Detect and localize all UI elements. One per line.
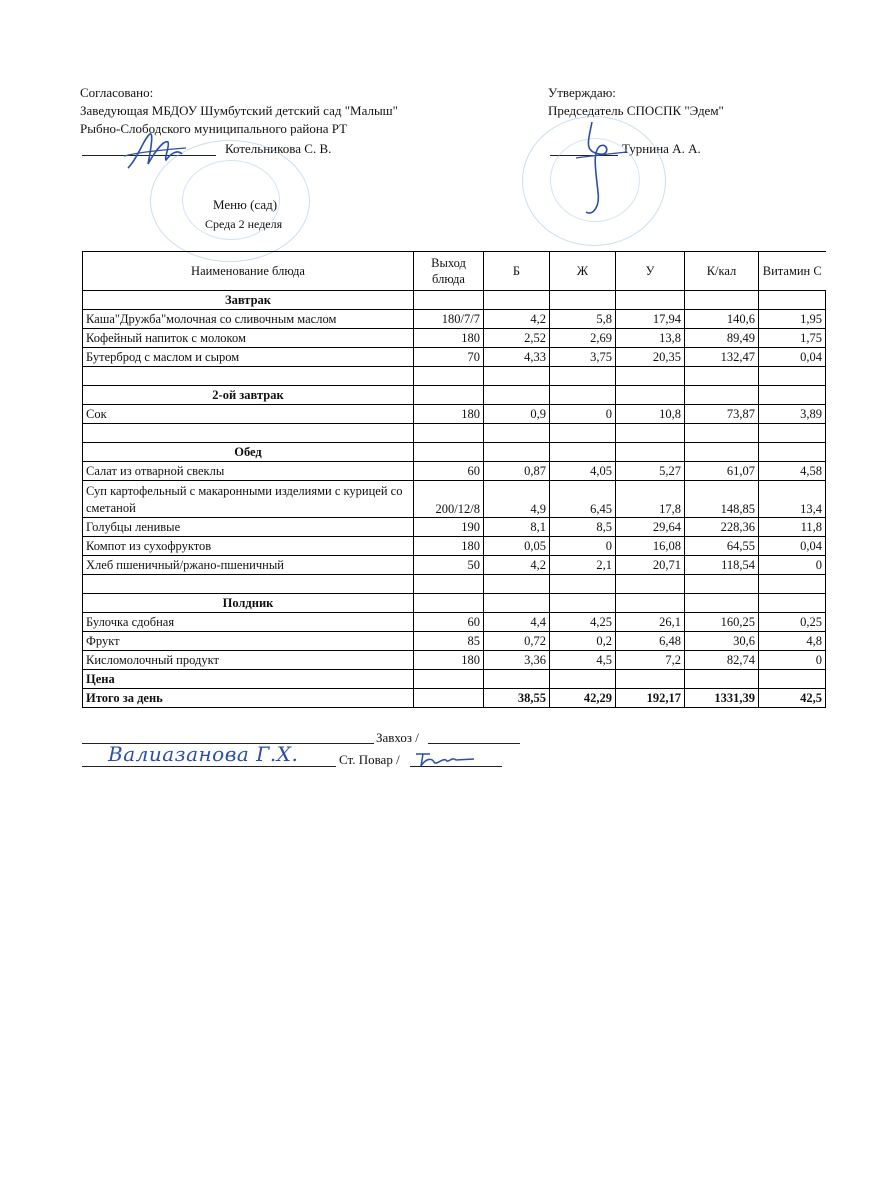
dish-b: 0,87 [484,462,550,481]
table-row [83,613,826,632]
dish-vitc: 0 [759,651,826,670]
dish-output: 70 [414,348,484,367]
dish-b: 2,52 [484,329,550,348]
table-row [83,348,826,367]
dish-vitc: 11,8 [759,518,826,537]
dish-kcal: 132,47 [685,348,759,367]
dish-zh: 0 [550,537,616,556]
dish-name: Суп картофельный с макаронными изделиями с курицей со сметаной [83,481,414,518]
dish-output: 180 [414,405,484,424]
blank-row [83,575,826,594]
dish-u: 6,48 [616,632,685,651]
dish-zh: 3,75 [550,348,616,367]
dish-name: Каша"Дружба"молочная со сливочным маслом [83,310,414,329]
signature-povar-icon [412,748,482,770]
dish-b: 0,9 [484,405,550,424]
table-row [83,310,826,329]
approval-left-line1: Заведующая МБДОУ Шумбутский детский сад "Малыш" [80,103,398,118]
dish-kcal: 228,36 [685,518,759,537]
dish-zh: 5,8 [550,310,616,329]
approval-right-title: Утверждаю: [548,85,616,100]
dish-zh: 4,5 [550,651,616,670]
dish-zh: 0 [550,405,616,424]
dish-name: Кисломолочный продукт [83,651,414,670]
dish-u: 26,1 [616,613,685,632]
dish-b: 4,33 [484,348,550,367]
dish-b: 4,4 [484,613,550,632]
signer-left: Котельникова С. В. [225,141,332,156]
dish-zh: 6,45 [550,481,616,518]
dish-vitc: 4,58 [759,462,826,481]
dish-vitc: 0,04 [759,537,826,556]
footer-zavhoz: Завхоз / [376,730,419,745]
dish-name: Компот из сухофруктов [83,537,414,556]
col-header-zh: Ж [550,252,616,291]
section-row [83,594,826,613]
dish-u: 20,35 [616,348,685,367]
dish-zh: 0,2 [550,632,616,651]
footer-povar: Ст. Повар / [339,752,400,767]
price-row [83,670,826,689]
total-zh: 42,29 [550,689,616,708]
dish-output: 200/12/8 [414,481,484,518]
section-breakfast2: 2-ой завтрак [83,386,414,405]
dish-u: 16,08 [616,537,685,556]
dish-name: Голубцы ленивые [83,518,414,537]
col-header-b: Б [484,252,550,291]
dish-u: 5,27 [616,462,685,481]
dish-u: 17,94 [616,310,685,329]
total-kcal: 1331,39 [685,689,759,708]
dish-u: 29,64 [616,518,685,537]
dish-kcal: 61,07 [685,462,759,481]
dish-kcal: 64,55 [685,537,759,556]
dish-output: 180 [414,329,484,348]
dish-b: 0,05 [484,537,550,556]
dish-output: 180 [414,537,484,556]
section-breakfast: Завтрак [83,291,414,310]
dish-b: 0,72 [484,632,550,651]
dish-name: Фрукт [83,632,414,651]
dish-kcal: 160,25 [685,613,759,632]
dish-b: 3,36 [484,651,550,670]
dish-name: Хлеб пшеничный/ржано-пшеничный [83,556,414,575]
dish-output: 60 [414,462,484,481]
section-row [83,291,826,310]
dish-name: Кофейный напиток с молоком [83,329,414,348]
dish-zh: 2,1 [550,556,616,575]
dish-kcal: 140,6 [685,310,759,329]
total-label: Итого за день [83,689,414,708]
table-row [83,518,826,537]
dish-name: Салат из отварной свеклы [83,462,414,481]
dish-b: 4,9 [484,481,550,518]
dish-kcal: 30,6 [685,632,759,651]
col-header-kcal: К/кал [685,252,759,291]
dish-name: Сок [83,405,414,424]
approval-right-line1: Председатель СПОСПК "Эдем" [548,103,724,118]
dish-b: 4,2 [484,310,550,329]
section-lunch: Обед [83,443,414,462]
dish-output: 180/7/7 [414,310,484,329]
table-header-row [83,252,826,291]
dish-output: 190 [414,518,484,537]
total-u: 192,17 [616,689,685,708]
approval-left-title: Согласовано: [80,85,154,100]
dish-vitc: 4,8 [759,632,826,651]
dish-vitc: 1,75 [759,329,826,348]
footer-line-povar-left [82,766,336,767]
dish-kcal: 73,87 [685,405,759,424]
dish-u: 10,8 [616,405,685,424]
table-row [83,481,826,518]
dish-vitc: 1,95 [759,310,826,329]
total-row [83,689,826,708]
dish-vitc: 0,25 [759,613,826,632]
blank-row [83,367,826,386]
dish-u: 13,8 [616,329,685,348]
dish-zh: 4,05 [550,462,616,481]
menu-subtitle: Среда 2 неделя [205,217,283,231]
col-header-u: У [616,252,685,291]
col-header-name: Наименование блюда [83,252,414,291]
table-row [83,329,826,348]
dish-kcal: 89,49 [685,329,759,348]
total-b: 38,55 [484,689,550,708]
menu-table [82,251,826,708]
dish-zh: 4,25 [550,613,616,632]
signature-left-icon [120,128,190,178]
section-snack: Полдник [83,594,414,613]
signature-right-icon [570,112,630,222]
table-row [83,537,826,556]
dish-kcal: 148,85 [685,481,759,518]
dish-name: Булочка сдобная [83,613,414,632]
dish-vitc: 0,04 [759,348,826,367]
footer-line-zavhoz-right [428,743,520,744]
dish-kcal: 118,54 [685,556,759,575]
table-row [83,462,826,481]
section-row [83,386,826,405]
dish-u: 7,2 [616,651,685,670]
price-label: Цена [83,670,414,689]
dish-u: 17,8 [616,481,685,518]
section-row [83,443,826,462]
col-header-vitc: Витамин С [759,252,826,291]
dish-output: 85 [414,632,484,651]
dish-b: 8,1 [484,518,550,537]
dish-zh: 2,69 [550,329,616,348]
table-row [83,632,826,651]
dish-zh: 8,5 [550,518,616,537]
dish-output: 180 [414,651,484,670]
menu-title: Меню (сад) [213,197,278,212]
total-vitc: 42,5 [759,689,826,708]
approval-left-line2: Рыбно-Слободского муниципального района РТ [80,121,348,136]
handwritten-name: Валиазанова Г.Х. [108,742,299,766]
dish-name: Бутерброд с маслом и сыром [83,348,414,367]
dish-u: 20,71 [616,556,685,575]
table-row [83,651,826,670]
table-row [83,556,826,575]
signer-right: Турнина А. А. [622,141,701,156]
table-row [83,405,826,424]
dish-kcal: 82,74 [685,651,759,670]
dish-vitc: 13,4 [759,481,826,518]
dish-output: 50 [414,556,484,575]
dish-vitc: 0 [759,556,826,575]
dish-vitc: 3,89 [759,405,826,424]
col-header-output: Выход блюда [414,252,484,291]
dish-b: 4,2 [484,556,550,575]
dish-output: 60 [414,613,484,632]
blank-row [83,424,826,443]
